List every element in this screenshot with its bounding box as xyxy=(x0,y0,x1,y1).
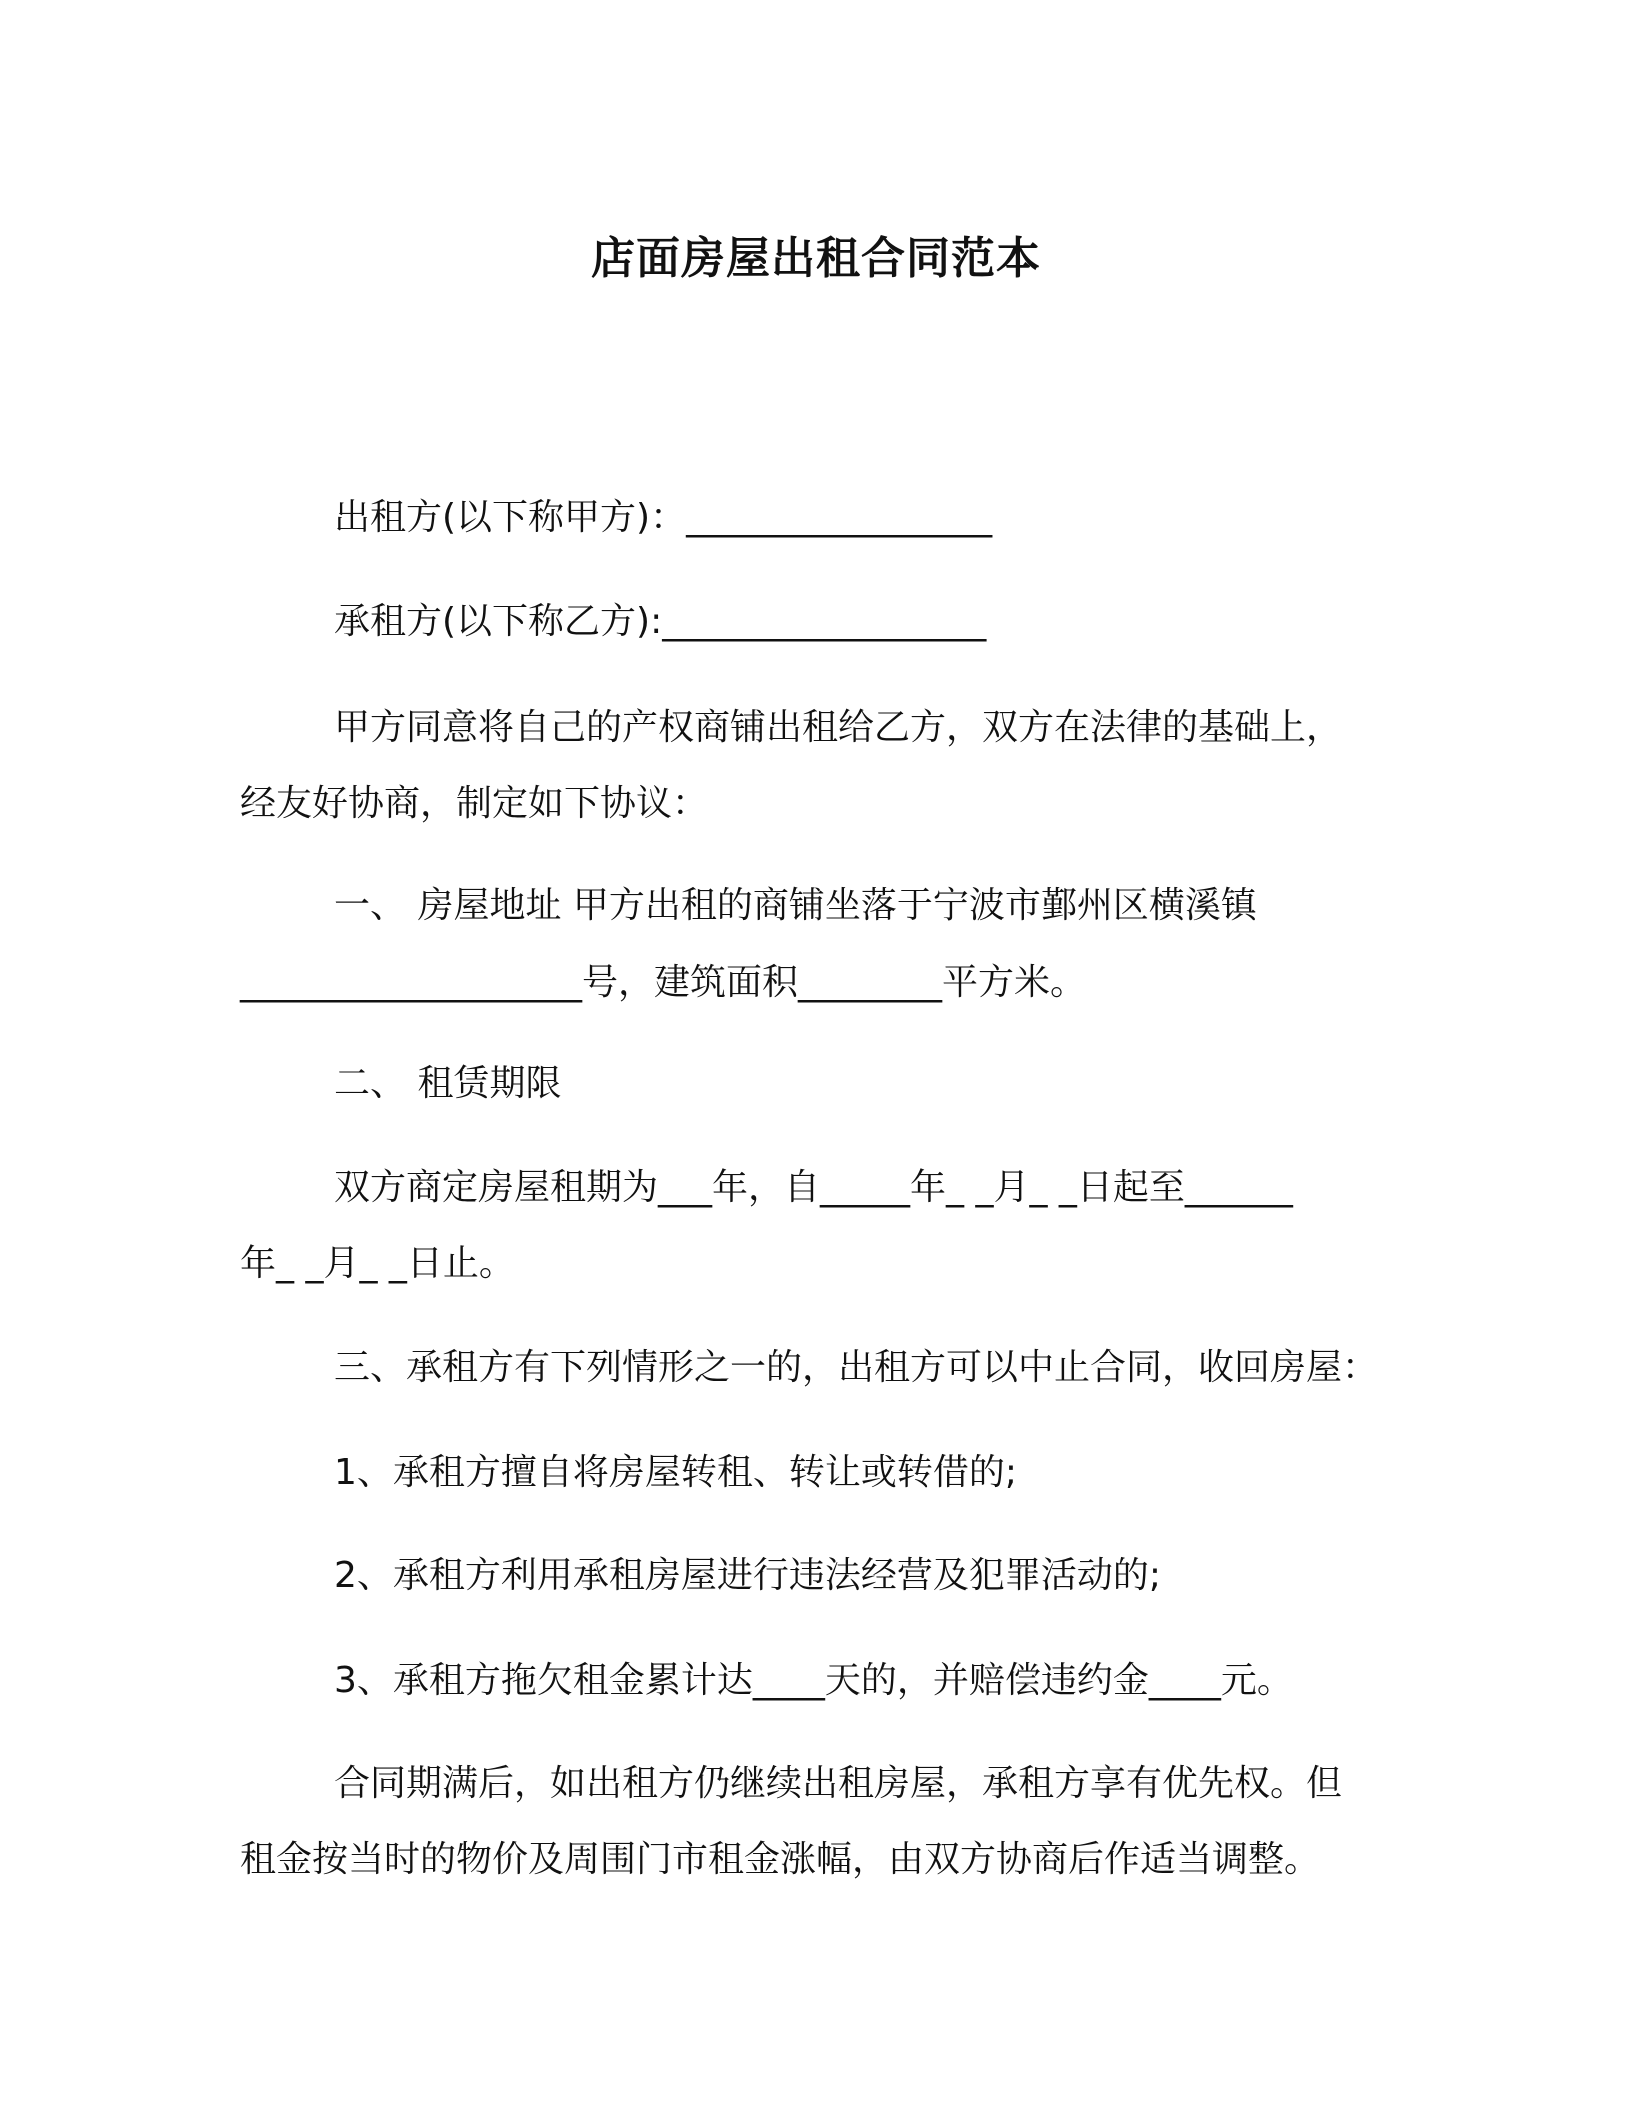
termination-item-3: 3、承租方拖欠租金累计达____天的，并赔偿违约金____元。 xyxy=(334,1660,1293,1701)
agreement-intro-line-1: 甲方同意将自己的产权商铺出租给乙方，双方在法律的基础上， xyxy=(334,707,1343,748)
lessor-line: 出租方(以下称甲方)：_________________ xyxy=(334,497,993,538)
section-2-heading: 二、 租赁期限 xyxy=(334,1063,562,1104)
lease-term-line-1: 双方商定房屋租期为___年，自_____年_ _月_ _日起至______ xyxy=(334,1167,1293,1208)
agreement-intro-line-2: 经友好协商，制定如下协议： xyxy=(240,783,709,824)
section-3-heading: 三、承租方有下列情形之一的，出租方可以中止合同，收回房屋： xyxy=(334,1347,1379,1388)
document-title: 店面房屋出租合同范本 xyxy=(591,233,1041,284)
renewal-line-1: 合同期满后，如出租方仍继续出租房屋，承租方享有优先权。但 xyxy=(334,1763,1343,1804)
lessee-line: 承租方(以下称乙方):__________________ xyxy=(334,601,987,642)
lease-term-line-2: 年_ _月_ _日止。 xyxy=(240,1243,515,1284)
renewal-line-2: 租金按当时的物价及周围门市租金涨幅，由双方协商后作适当调整。 xyxy=(240,1839,1321,1880)
termination-item-2: 2、承租方利用承租房屋进行违法经营及犯罪活动的; xyxy=(334,1555,1162,1596)
termination-item-1: 1、承租方擅自将房屋转租、转让或转借的; xyxy=(334,1452,1018,1493)
section-1-detail-line: ___________________号，建筑面积________平方米。 xyxy=(240,962,1087,1003)
section-1-heading-line: 一、 房屋地址 甲方出租的商铺坐落于宁波市鄞州区横溪镇 xyxy=(334,885,1257,926)
